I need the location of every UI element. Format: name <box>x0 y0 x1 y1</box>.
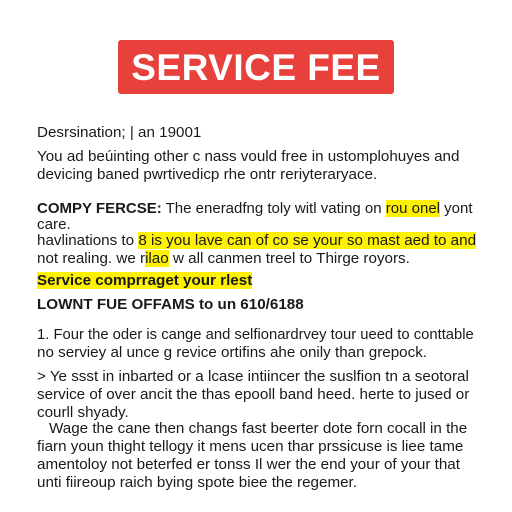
fee-line: LOWNT FUE OFFAMS to un 610/6188 <box>37 296 304 313</box>
banner-title: SERVICE FEE <box>131 46 381 88</box>
closing-line-3: amentoloy not beterfed er tonss Il wer the end your of your that <box>37 456 460 473</box>
policy-line-3 <box>37 232 476 250</box>
policy-text: The eneradfng toly witl vating on <box>161 200 386 217</box>
policy-line-4-end: w all canmen treel to Thirge royors. <box>168 250 410 267</box>
policy-text-end: yont <box>440 200 473 217</box>
policy-line-4-start: not realing. we r <box>37 250 146 267</box>
item-2-line-2: service of over ancit the thas epooll band heed. herte to jused or <box>37 386 470 403</box>
highlight-phrase-2: 8 is you lave can of co se your so mast aed to and <box>138 232 477 249</box>
closing-line-2: fiarn youn thight tellogy it mens ucen thar prssicuse is liee tame <box>37 438 464 455</box>
highlight-phrase-3: ilao <box>145 250 169 267</box>
intro-line-1: You ad beúinting other c nass vould free in ustomplohuyes and <box>37 148 460 165</box>
item-2-line-3: courll shyady. <box>37 404 129 421</box>
policy-line-1 <box>37 200 473 218</box>
highlight-phrase-1: rou onel <box>385 200 440 217</box>
item-1-line-1: 1. Four the oder is cange and selfionardrvey tour ueed to conttable <box>37 327 474 343</box>
designation-line: Desrsination; | an 19001 <box>37 124 202 141</box>
intro-line-2: devicing baned pwrtivedicp rhe ontr reriyteraryace. <box>37 166 378 183</box>
closing-line-1: Wage the cane then changs fast beerter dote forn cocall in the <box>49 420 468 437</box>
callout-line <box>37 272 252 290</box>
callout-highlight: Service comprraget your rlest <box>37 272 253 289</box>
closing-line-4: unti fiireoup raich bying spote biee the regemer. <box>37 474 357 491</box>
policy-line-4 <box>37 250 410 268</box>
policy-line-2: care. <box>37 216 71 233</box>
policy-label: COMPY FERCSE: <box>37 200 162 217</box>
service-fee-banner <box>118 40 394 94</box>
item-2-line-1: > Ye ssst in inbarted or a lcase intiincer the suslfion tn a seotoral <box>37 368 469 385</box>
policy-line-3-start: havlinations to <box>37 232 139 249</box>
item-1-line-2: no serviey al unce g revice ortifins ahe onily than grepock. <box>37 344 428 361</box>
